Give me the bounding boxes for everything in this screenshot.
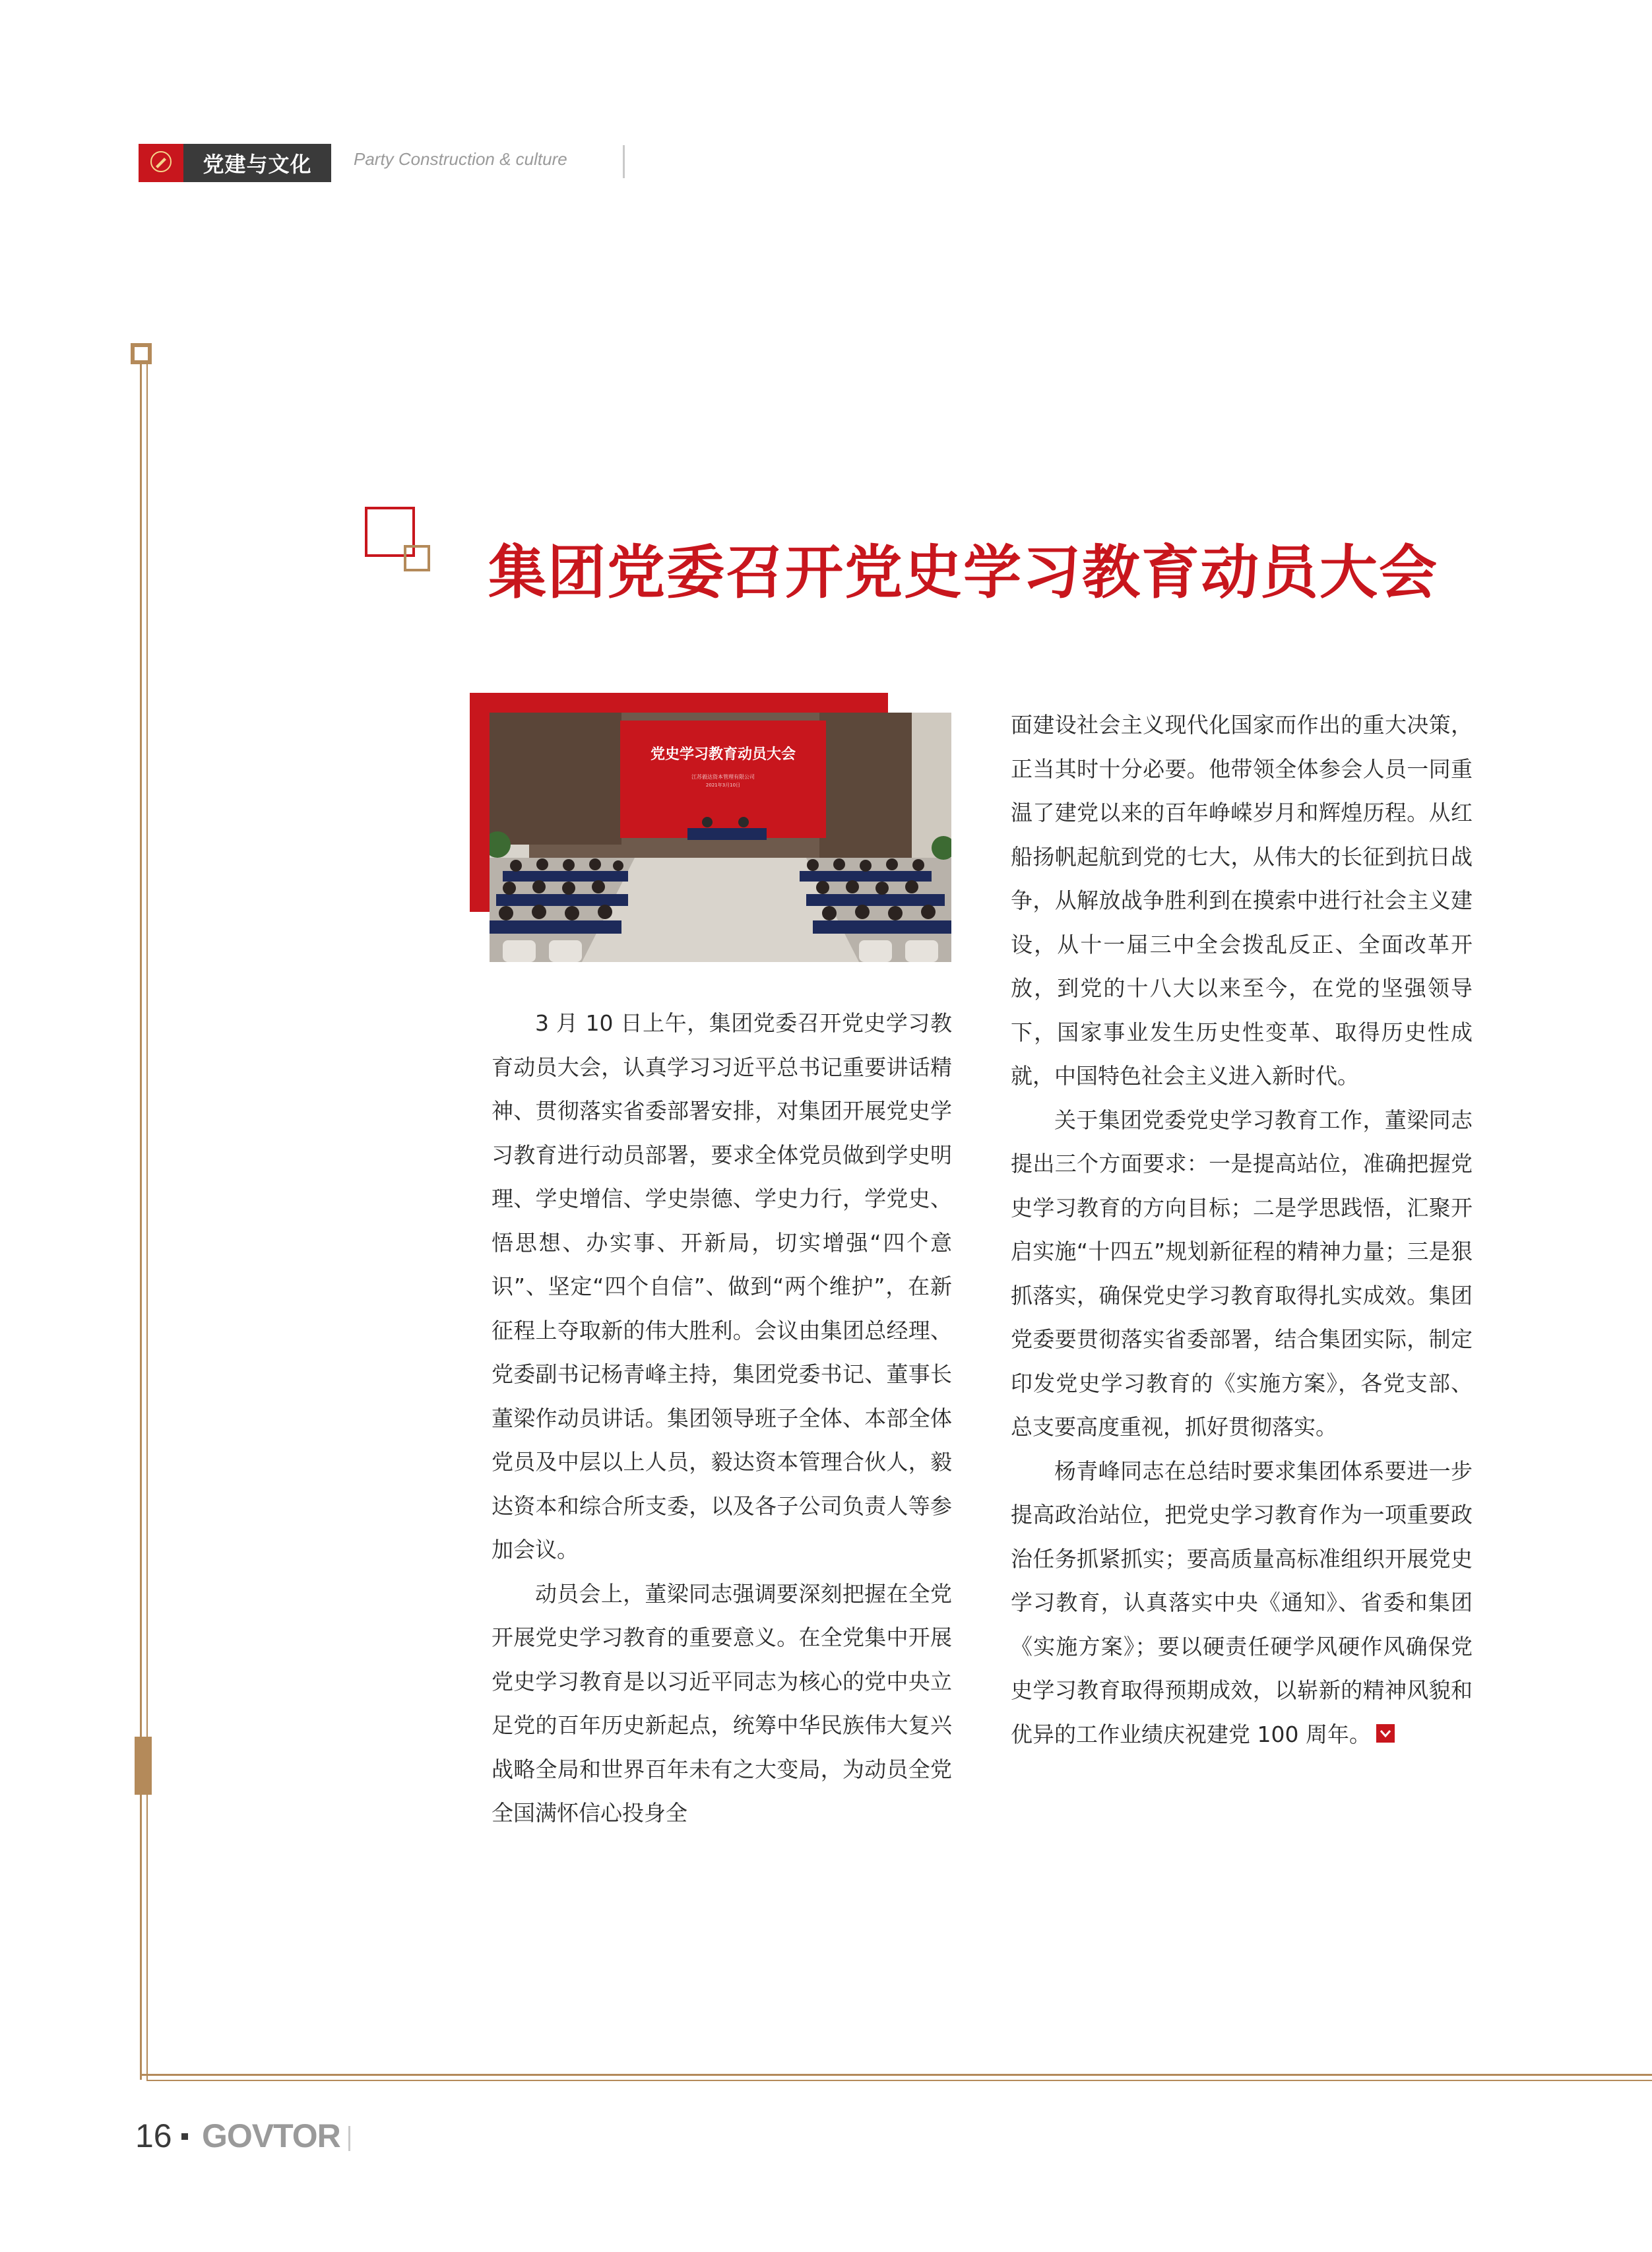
article-paragraph: 关于集团党委党史学习教育工作，董梁同志提出三个方面要求：一是提高站位，准确把握党史学习教育的方向目标；二是学思践悟，汇聚开启实施“十四五”规划新征程的精神力量；三是狠抓落实，确保党史学习教育取得扎实成效。集团党委要贯彻落实省委部署，结合集团实际，制定印发党史学习教育的《实施方案》，各党支部、总支要高度重视，抓好贯彻落实。 [1011,1107,1473,1440]
photo-banner-subtext: 江苏毅达资本管理有限公司 [691,774,755,780]
article-paragraph-text: 杨青峰同志在总结时要求集团体系要进一步提高政治站位，把党史学习教育作为一项重要政治任务抓紧抓实；要高质量高标准组织开展党史学习教育，认真落实中央《通知》、省委和集团《实施方案》；要以硬责任硬学风硬作风确保党史学习教育取得预期成效，以崭新的精神风貌和优异的工作业绩庆祝建党 100 周年。 [1011,1458,1473,1747]
frame-knob [135,1737,152,1795]
frame-horizontal-line-inner [146,2080,1652,2081]
article-title: 集团党委召开党史学习教育动员大会 [488,538,1439,606]
article-paragraph: 面建设社会主义现代化国家而作出的重大决策，正当其时十分必要。他带领全体参会人员一同重温了建党以来的百年峥嵘岁月和辉煌历程。从红船扬帆起航到党的七大，从伟大的长征到抗日战争，从解放战争胜利到在摸索中进行社会主义建设，从十一届三中全会拨乱反正、全面改革开放，到党的十八大以来至今，在党的坚强领导下，国家事业发生历史性变革、取得历史性成就，中国特色社会主义进入新时代。 [1011,712,1473,1089]
brand-logo: GOVTOR [202,2117,340,2154]
section-title-cn: 党建与文化 [183,144,331,182]
article-paragraph: 动员会上，董梁同志强调要深刻把握在全党开展党史学习教育的重要意义。在全党集中开展党史学习教育是以习近平同志为核心的党中央立足党的百年历史新起点，统筹中华民族伟大复兴战略全局和世界百年未有之大变局，为动员全党全国满怀信心投身全 [492,1580,952,1826]
header-divider [623,145,625,178]
frame-horizontal-line [140,2074,1652,2076]
section-title-en: Party Construction & culture [354,149,567,169]
frame-vertical-line-inner [146,364,148,2080]
footer-divider [348,2126,350,2151]
photo-banner-date: 2021年3月10日 [705,783,741,788]
footer-dot [181,2133,188,2140]
meeting-photo [490,713,951,962]
frame-corner-square [131,343,152,364]
article-paragraph: 3 月 10 日上午，集团党委召开党史学习教育动员大会，认真学习习近平总书记重要讲话精神、贯彻落实省委部署安排，对集团开展党史学习教育进行动员部署，要求全体党员做到学史明理、学史增信、学史崇德、学史力行，学党史、悟思想、办实事、开新局，切实增强“四个意识”、坚定“四个自信”、做到“两个维护”，在新征程上夺取新的伟大胜利。会议由集团总经理、党委副书记杨青峰主持，集团党委书记、董事长董梁作动员讲话。集团领导班子全体、本部全体党员及中层以上人员，毅达资本管理合伙人，毅达资本和综合所支委，以及各子公司负责人等参加会议。 [492,1010,952,1562]
title-decor-square-gold [404,545,430,571]
party-emblem-icon [150,150,172,176]
article-end-icon [1376,1724,1395,1743]
article-column-left [492,1002,952,1836]
page-number: 16 [135,2117,172,2154]
section-emblem-box [139,144,183,182]
article-column-right [1011,703,1473,1756]
article-paragraph-last [1011,1450,1473,1757]
frame-vertical-line [140,364,142,2080]
photo-banner-text: 党史学习教育动员大会 [650,746,796,763]
